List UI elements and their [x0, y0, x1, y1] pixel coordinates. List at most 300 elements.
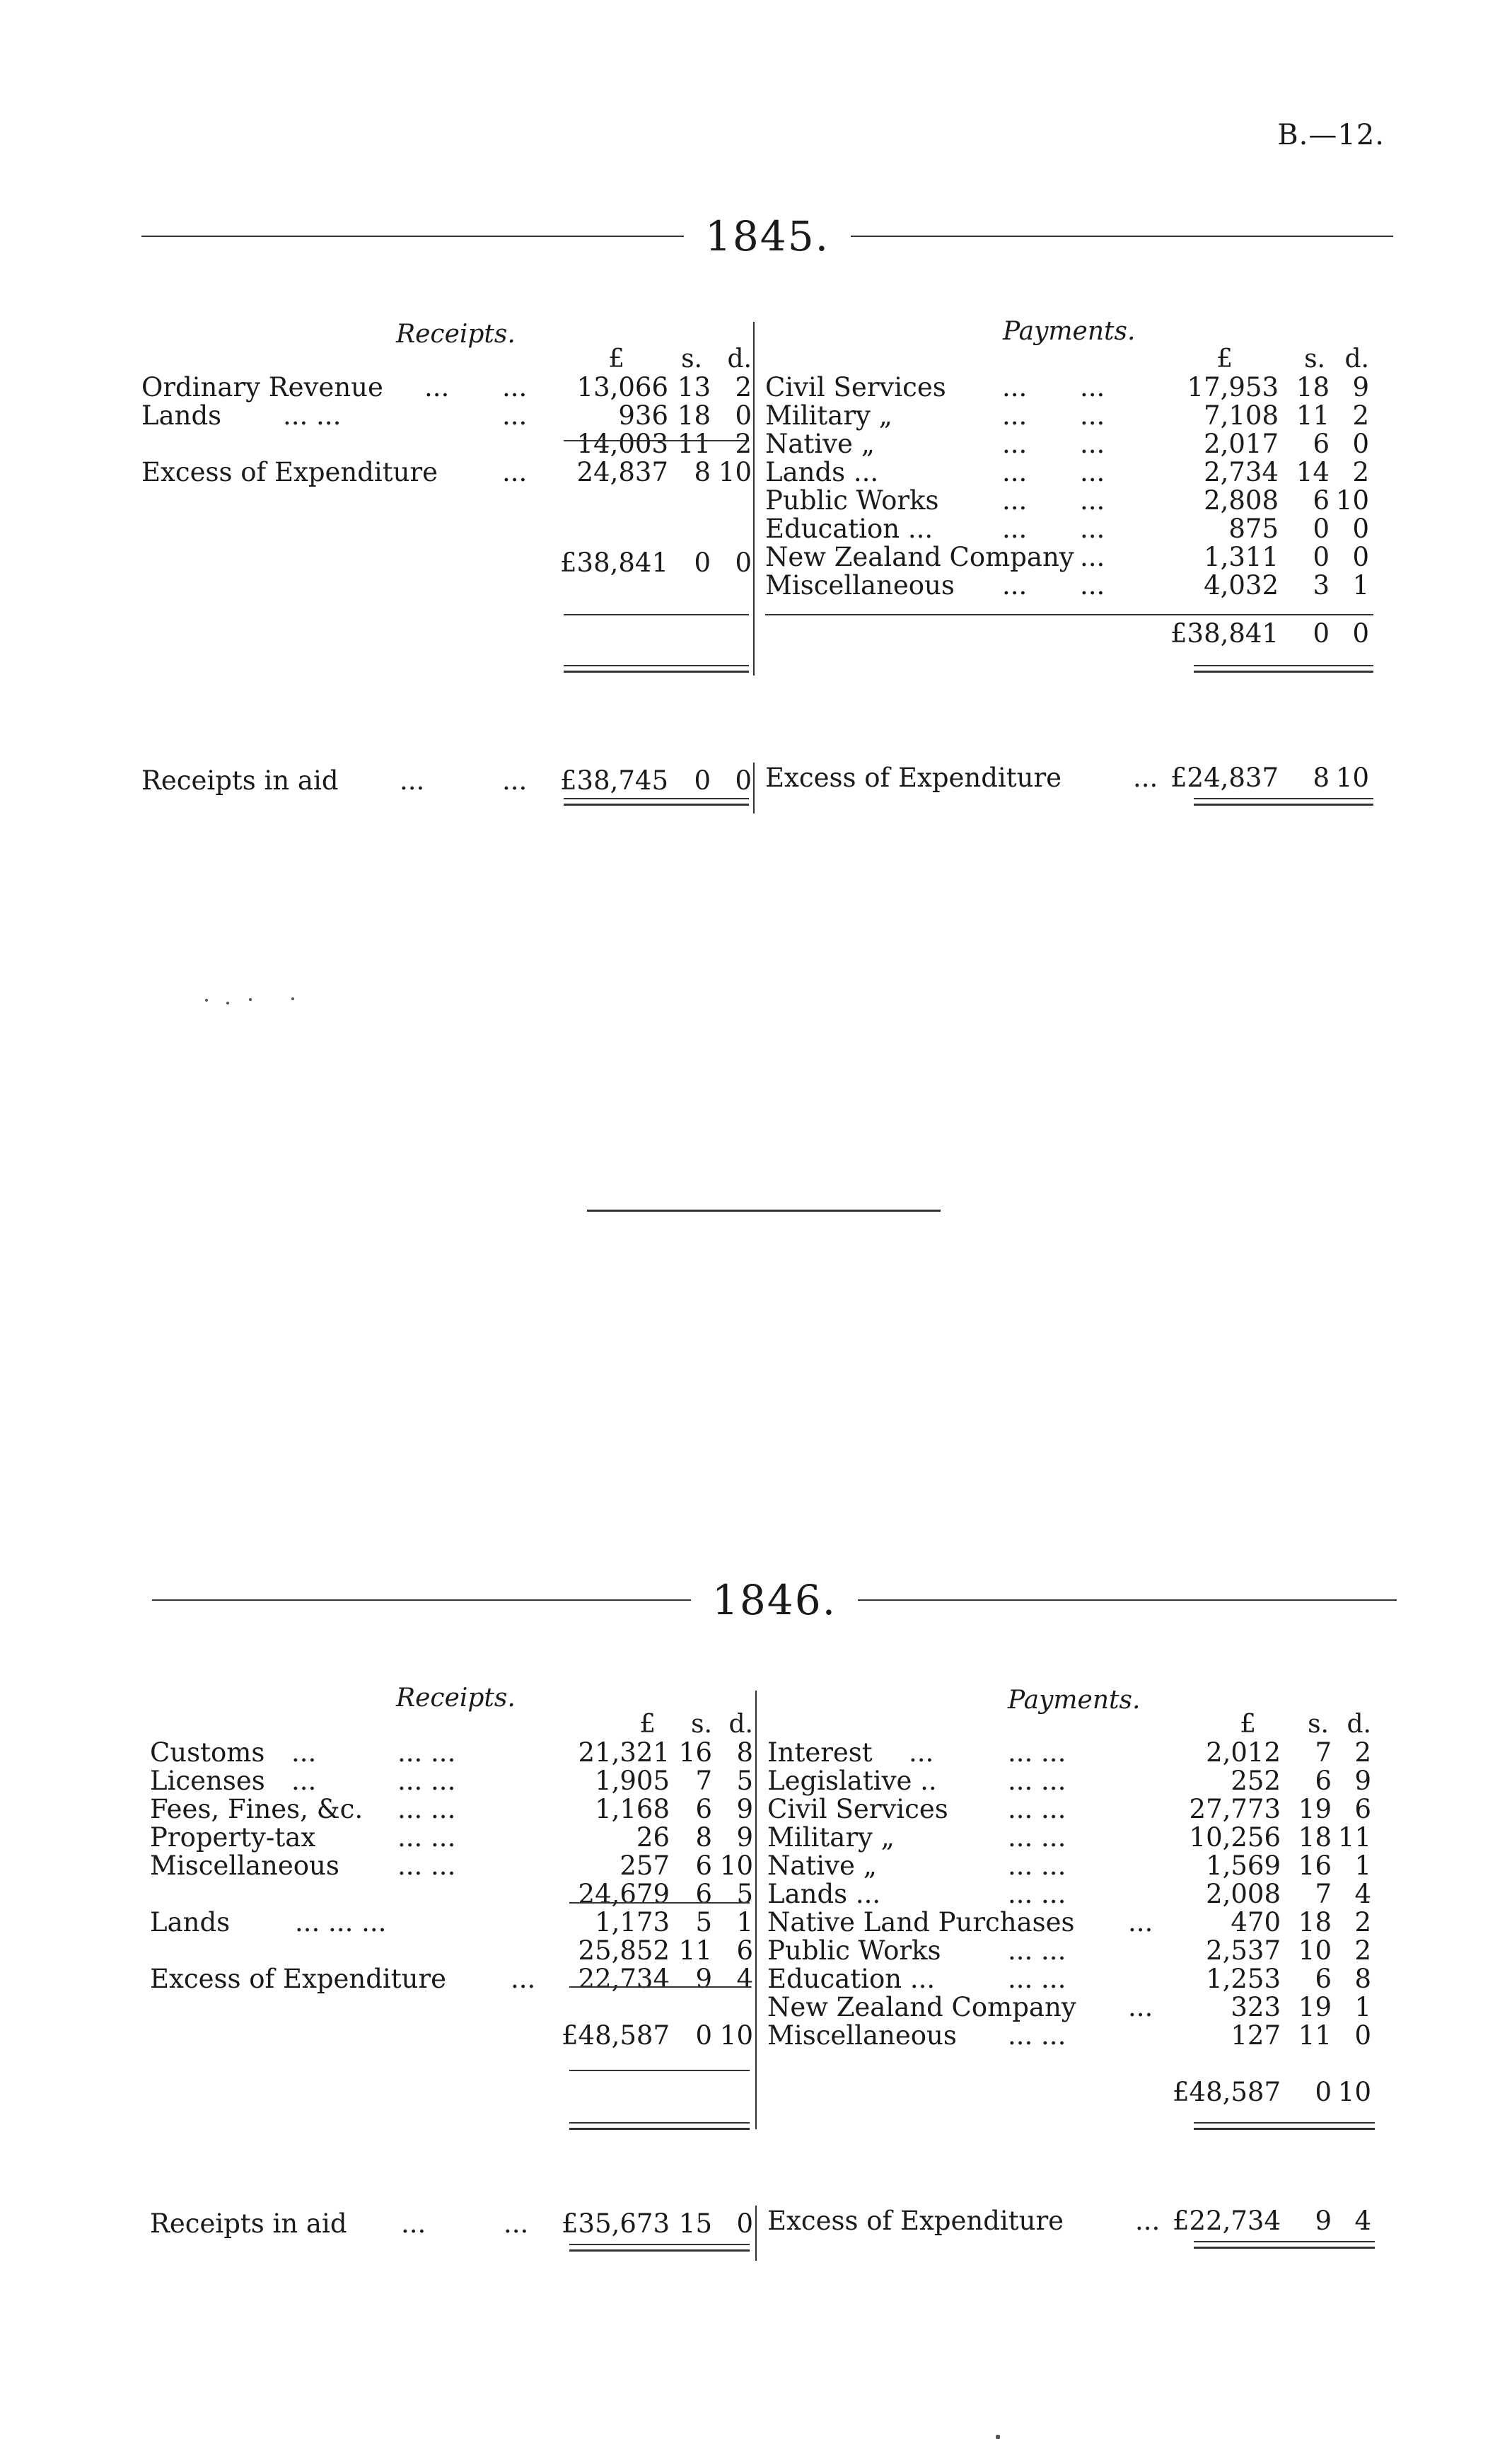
shillings-value: 19 — [1298, 1794, 1332, 1824]
leader-dots: ... — [502, 765, 528, 796]
pounds-value: 13,066 — [576, 372, 668, 402]
pence-value: 5 — [736, 1766, 753, 1796]
shillings-value: 7 — [1315, 1737, 1332, 1768]
pounds-value: 252 — [1231, 1766, 1281, 1796]
leader-dots: ... — [291, 1766, 317, 1796]
table-row — [765, 487, 1371, 515]
leader-dots: ... ... — [1008, 1964, 1066, 1994]
leader-dots: ... — [1080, 570, 1105, 601]
pounds-value: 1,173 — [595, 1907, 670, 1937]
row-label: Lands — [150, 1907, 231, 1937]
pounds-value: 22,734 — [578, 1964, 670, 1994]
row-label: Excess of Expenditure — [141, 457, 438, 487]
double-rule — [564, 665, 749, 673]
pounds-value: 26 — [636, 1822, 670, 1853]
shillings-value: 0 — [695, 2020, 712, 2051]
leader-dots: ... — [1135, 2206, 1161, 2236]
row-label: Miscellaneous — [767, 2020, 957, 2051]
print-speck — [291, 997, 294, 1000]
shillings-value: 11 — [1296, 400, 1330, 431]
pence-value: 0 — [1352, 618, 1369, 649]
excess-expenditure-1846 — [767, 2207, 1373, 2235]
pounds-value: 1,905 — [595, 1766, 670, 1796]
row-label: Military „ — [765, 400, 892, 431]
total-row — [141, 549, 753, 577]
pence-value: 2 — [1352, 400, 1369, 431]
leader-dots: ... — [1002, 400, 1028, 431]
row-label: Miscellaneous — [765, 570, 955, 601]
leader-dots: ... — [424, 372, 450, 402]
pounds-header: £ — [639, 1710, 656, 1739]
pence-value: 10 — [719, 1850, 753, 1881]
double-rule — [1194, 2122, 1375, 2130]
year-label: 1845. — [704, 212, 830, 260]
pence-header: d. — [1347, 1710, 1371, 1739]
table-row — [767, 1965, 1373, 1993]
pounds-value: 2,537 — [1206, 1935, 1281, 1966]
pence-value: 4 — [1354, 1879, 1371, 1909]
pence-value: 2 — [735, 429, 752, 459]
subtotal-rule — [569, 1902, 750, 1904]
receipts-heading: Receipts. — [396, 1684, 516, 1713]
pounds-value: 25,852 — [578, 1935, 670, 1966]
heading-rule-left — [141, 236, 684, 237]
total-row — [150, 2022, 755, 2050]
row-label: Excess of Expenditure — [765, 763, 1062, 793]
pounds-value: £24,837 — [1170, 763, 1279, 793]
leader-dots: ... ... — [397, 1794, 456, 1824]
pounds-header: £ — [1240, 1710, 1256, 1739]
double-rule — [1194, 798, 1373, 806]
pence-value: 6 — [736, 1935, 753, 1966]
pence-header: d. — [1344, 344, 1369, 373]
pounds-value: £22,734 — [1172, 2206, 1281, 2236]
row-label: Education ... — [765, 514, 934, 544]
payments-table-1846 — [767, 1710, 1373, 2107]
table-row — [141, 430, 753, 458]
shillings-value: 6 — [695, 1879, 712, 1909]
leader-dots: ... ... — [397, 1850, 456, 1881]
shillings-value: 14 — [1296, 457, 1330, 487]
leader-dots: ... — [1080, 429, 1105, 459]
shillings-value: 5 — [695, 1907, 712, 1937]
pence-value: 2 — [1354, 1935, 1371, 1966]
pence-value: 0 — [735, 400, 752, 431]
pounds-value: 323 — [1231, 1992, 1281, 2022]
shillings-value: 19 — [1298, 1992, 1332, 2022]
pounds-value: 24,837 — [576, 457, 668, 487]
pence-value: 5 — [736, 1879, 753, 1909]
pence-value: 0 — [735, 548, 752, 578]
pence-value: 0 — [735, 765, 752, 796]
total-row — [765, 620, 1371, 648]
pence-value: 1 — [1352, 570, 1369, 601]
shillings-value: 0 — [1315, 2077, 1332, 2107]
pounds-value: 2,012 — [1206, 1737, 1281, 1768]
shillings-value: 9 — [1315, 2206, 1332, 2236]
shillings-value: 8 — [695, 1822, 712, 1853]
leader-dots: ... — [1128, 1992, 1153, 2022]
row-label: Property-tax — [150, 1822, 316, 1853]
pence-value: 1 — [1354, 1992, 1371, 2022]
row-label: Customs — [150, 1737, 265, 1768]
double-rule — [569, 2244, 750, 2252]
table-row — [767, 1795, 1373, 1824]
shillings-value: 0 — [694, 765, 711, 796]
row-label: Lands ... — [765, 457, 879, 487]
column-divider — [753, 763, 755, 813]
table-row — [767, 1739, 1373, 1767]
print-speck — [205, 999, 208, 1002]
table-row — [150, 1767, 755, 1795]
table-row — [150, 1937, 755, 1965]
pounds-value: 7,108 — [1204, 400, 1279, 431]
table-row — [767, 1852, 1373, 1880]
payments-heading: Payments. — [1003, 317, 1136, 346]
shillings-value: 6 — [695, 1794, 712, 1824]
pence-value: 10 — [718, 457, 752, 487]
table-row — [150, 1795, 755, 1824]
currency-header — [765, 345, 1371, 373]
shillings-value: 18 — [1298, 1822, 1332, 1853]
shillings-value: 7 — [695, 1766, 712, 1796]
pence-value: 2 — [1354, 1907, 1371, 1937]
row-label: Native „ — [767, 1850, 877, 1881]
section-separator — [587, 1210, 941, 1212]
shillings-value: 0 — [1313, 618, 1330, 649]
shillings-value: 11 — [1298, 2020, 1332, 2051]
receipts-heading: Receipts. — [396, 320, 516, 349]
currency-header — [141, 345, 753, 373]
shillings-value: 8 — [694, 457, 711, 487]
pence-value: 0 — [1354, 2020, 1371, 2051]
shillings-value: 18 — [677, 400, 711, 431]
leader-dots: ... — [1128, 1907, 1153, 1937]
pounds-value: 2,008 — [1206, 1879, 1281, 1909]
heading-rule-right — [858, 1599, 1397, 1601]
excess-expenditure-1845 — [765, 764, 1371, 792]
print-speck — [249, 998, 252, 1001]
shillings-value: 18 — [1296, 372, 1330, 402]
shillings-value: 6 — [1313, 485, 1330, 516]
leader-dots: ... — [1002, 570, 1028, 601]
leader-dots: ... ... — [397, 1766, 456, 1796]
table-row — [765, 430, 1371, 458]
leader-dots: ... — [1080, 514, 1105, 544]
pence-value: 8 — [1354, 1964, 1371, 1994]
table-row — [765, 543, 1371, 572]
leader-dots: ... — [1080, 372, 1105, 402]
pence-value: 9 — [736, 1794, 753, 1824]
table-row — [141, 458, 753, 487]
row-label: Fees, Fines, &c. — [150, 1794, 364, 1824]
pence-value: 10 — [1335, 485, 1369, 516]
table-row — [150, 1852, 755, 1880]
table-row — [765, 764, 1371, 792]
subtotal-rule — [564, 440, 749, 441]
leader-dots: ... ... — [1008, 1737, 1066, 1768]
receipts-table-1846 — [150, 1710, 755, 2050]
leader-dots: ... — [401, 2208, 426, 2239]
pence-value: 6 — [1354, 1794, 1371, 1824]
row-label: Native „ — [765, 429, 875, 459]
pounds-value: 4,032 — [1204, 570, 1279, 601]
pence-value: 4 — [736, 1964, 753, 1994]
leader-dots: ... ... — [1008, 1879, 1066, 1909]
payments-heading: Payments. — [1008, 1686, 1141, 1715]
currency-header — [150, 1710, 755, 1739]
currency-header — [767, 1710, 1373, 1739]
table-row — [767, 1767, 1373, 1795]
table-row — [767, 1937, 1373, 1965]
pence-value: 8 — [736, 1737, 753, 1768]
shillings-value: 11 — [678, 1935, 712, 1966]
table-row — [767, 2207, 1373, 2235]
leader-dots: ... — [1133, 763, 1158, 793]
table-row — [767, 1880, 1373, 1908]
pounds-value: 1,311 — [1204, 542, 1279, 572]
pounds-value: 27,773 — [1189, 1794, 1281, 1824]
pence-value: 0 — [1352, 514, 1369, 544]
pence-value: 10 — [719, 2020, 753, 2051]
pounds-value: 1,253 — [1206, 1964, 1281, 1994]
pounds-value: £38,745 — [559, 765, 668, 796]
year-label: 1846. — [711, 1576, 837, 1624]
column-divider — [755, 2206, 757, 2261]
pounds-value: 470 — [1231, 1907, 1281, 1937]
shillings-value: 9 — [695, 1964, 712, 1994]
shillings-value: 0 — [1313, 514, 1330, 544]
double-rule — [1194, 2241, 1375, 2249]
pounds-value: 875 — [1228, 514, 1279, 544]
leader-dots: ... — [504, 2208, 529, 2239]
pounds-value: 2,017 — [1204, 429, 1279, 459]
row-label: Public Works — [767, 1935, 941, 1966]
pence-value: 9 — [736, 1822, 753, 1853]
leader-dots: ... ... — [283, 400, 342, 431]
receipts-in-aid-1845 — [141, 767, 753, 795]
pence-value: 11 — [1337, 1822, 1371, 1853]
pence-value: 4 — [1354, 2206, 1371, 2236]
pence-value: 2 — [1352, 457, 1369, 487]
shillings-value: 7 — [1315, 1879, 1332, 1909]
shillings-value: 11 — [677, 429, 711, 459]
leader-dots: ... — [1080, 485, 1105, 516]
pence-header: d. — [727, 344, 752, 373]
pounds-header: £ — [608, 344, 624, 373]
leader-dots: ... — [511, 1964, 536, 1994]
leader-dots: ... ... — [397, 1737, 456, 1768]
pence-value: 9 — [1352, 372, 1369, 402]
pounds-value: £48,587 — [1172, 2077, 1281, 2107]
pence-value: 10 — [1335, 763, 1369, 793]
total-row — [767, 2078, 1373, 2107]
shillings-value: 18 — [1298, 1907, 1332, 1937]
pounds-value: £48,587 — [561, 2020, 670, 2051]
year-heading-1845 — [141, 212, 1393, 260]
shillings-header: s. — [1304, 344, 1325, 373]
heading-rule-left — [152, 1599, 691, 1601]
shillings-value: 16 — [1298, 1850, 1332, 1881]
row-label: Receipts in aid — [150, 2208, 347, 2239]
table-row — [767, 1824, 1373, 1852]
pence-value: 1 — [1354, 1850, 1371, 1881]
pounds-header: £ — [1216, 344, 1233, 373]
print-speck — [226, 1002, 229, 1004]
leader-dots: ... — [1002, 429, 1028, 459]
leader-dots: ... — [1080, 542, 1105, 572]
row-label: Interest — [767, 1737, 873, 1768]
pence-value: 9 — [1354, 1766, 1371, 1796]
shillings-header: s. — [691, 1710, 712, 1739]
table-row — [141, 402, 753, 430]
leader-dots: ... — [1002, 485, 1028, 516]
pounds-value: 1,569 — [1206, 1850, 1281, 1881]
receipts-in-aid-1846 — [150, 2210, 755, 2238]
row-label: Ordinary Revenue — [141, 372, 383, 402]
table-row — [150, 1824, 755, 1852]
leader-dots: ... — [502, 400, 528, 431]
pounds-value: 21,321 — [578, 1737, 670, 1768]
shillings-value: 0 — [694, 548, 711, 578]
row-label: Lands — [141, 400, 222, 431]
pounds-value: £38,841 — [559, 548, 668, 578]
leader-dots: ... ... — [1008, 1822, 1066, 1853]
shillings-value: 8 — [1313, 763, 1330, 793]
pounds-value: 2,734 — [1204, 457, 1279, 487]
table-row — [150, 1880, 755, 1908]
pounds-value: 24,679 — [578, 1879, 670, 1909]
pounds-value: £38,841 — [1170, 618, 1279, 649]
shillings-value: 0 — [1313, 542, 1330, 572]
double-rule — [1194, 665, 1373, 673]
leader-dots: ... ... — [1008, 1794, 1066, 1824]
pounds-value: £35,673 — [561, 2208, 670, 2239]
shillings-value: 10 — [1298, 1935, 1332, 1966]
pence-value: 10 — [1337, 2077, 1371, 2107]
column-divider — [755, 1691, 757, 2129]
leader-dots: ... — [1080, 400, 1105, 431]
row-label: Excess of Expenditure — [767, 2206, 1064, 2236]
row-label: Receipts in aid — [141, 765, 339, 796]
shillings-value: 15 — [678, 2208, 712, 2239]
shillings-value: 6 — [1315, 1766, 1332, 1796]
leader-dots: ... — [1002, 514, 1028, 544]
pence-value: 0 — [736, 2208, 753, 2239]
total-rule — [569, 2070, 750, 2071]
table-row — [150, 1965, 755, 1993]
table-row — [765, 515, 1371, 543]
shillings-value: 6 — [1313, 429, 1330, 459]
pounds-value: 17,953 — [1187, 372, 1279, 402]
total-rule — [765, 614, 1373, 615]
row-label: New Zealand Company — [765, 542, 1074, 572]
row-label: Legislative .. — [767, 1766, 937, 1796]
table-row — [767, 1908, 1373, 1937]
shillings-value: 6 — [1315, 1964, 1332, 1994]
print-speck — [996, 2435, 1000, 2439]
table-row — [150, 2210, 755, 2238]
pence-value: 0 — [1352, 542, 1369, 572]
table-row — [765, 572, 1371, 600]
pence-header: d. — [728, 1710, 753, 1739]
row-label: Miscellaneous — [150, 1850, 339, 1881]
row-label: Civil Services — [765, 372, 946, 402]
leader-dots: ... — [400, 765, 425, 796]
pounds-value: 10,256 — [1189, 1822, 1281, 1853]
pounds-value: 936 — [618, 400, 668, 431]
row-label: Education ... — [767, 1964, 936, 1994]
leader-dots: ... ... — [1008, 1850, 1066, 1881]
leader-dots: ... ... — [1008, 1766, 1066, 1796]
shillings-value: 13 — [677, 372, 711, 402]
row-label: Excess of Expenditure — [150, 1964, 447, 1994]
pence-value: 1 — [736, 1907, 753, 1937]
table-row — [150, 1908, 755, 1937]
row-label: Public Works — [765, 485, 939, 516]
table-row — [765, 458, 1371, 487]
row-label: Lands ... — [767, 1879, 881, 1909]
shillings-header: s. — [681, 344, 702, 373]
table-row — [765, 402, 1371, 430]
double-rule — [564, 798, 749, 806]
row-label: Civil Services — [767, 1794, 948, 1824]
pence-value: 2 — [1354, 1737, 1371, 1768]
row-label: Native Land Purchases — [767, 1907, 1075, 1937]
table-row — [765, 373, 1371, 402]
leader-dots: ... ... — [397, 1822, 456, 1853]
pounds-value: 1,168 — [595, 1794, 670, 1824]
table-row — [767, 1993, 1373, 2022]
heading-rule-right — [851, 236, 1393, 237]
pounds-value: 257 — [620, 1850, 670, 1881]
double-rule — [569, 2122, 750, 2130]
leader-dots: ... — [502, 372, 528, 402]
row-label: New Zealand Company — [767, 1992, 1076, 2022]
payments-table-1845 — [765, 345, 1371, 648]
pounds-value: 2,808 — [1204, 485, 1279, 516]
year-heading-1846 — [152, 1576, 1397, 1624]
leader-dots: ... ... — [1008, 1935, 1066, 1966]
shillings-value: 3 — [1313, 570, 1330, 601]
column-divider — [753, 322, 755, 676]
row-label: Licenses — [150, 1766, 265, 1796]
table-row — [767, 2022, 1373, 2050]
shillings-value: 6 — [695, 1850, 712, 1881]
leader-dots: ... — [1080, 457, 1105, 487]
leader-dots: ... ... — [1008, 2020, 1066, 2051]
leader-dots: ... — [502, 457, 528, 487]
shillings-header: s. — [1308, 1710, 1329, 1739]
pence-value: 2 — [735, 372, 752, 402]
leader-dots: ... — [1002, 372, 1028, 402]
table-row — [141, 767, 753, 795]
leader-dots: ... — [1002, 457, 1028, 487]
receipts-table-1845 — [141, 345, 753, 577]
shillings-value: 16 — [678, 1737, 712, 1768]
pounds-value: 127 — [1231, 2020, 1281, 2051]
page-reference: B.—12. — [1277, 119, 1385, 151]
leader-dots: ... ... ... — [295, 1907, 387, 1937]
leader-dots: ... — [291, 1737, 317, 1768]
total-rule — [564, 614, 749, 615]
subtotal-rule — [569, 1986, 750, 1988]
table-row — [141, 373, 753, 402]
pounds-value: 14,003 — [576, 429, 668, 459]
pence-value: 0 — [1352, 429, 1369, 459]
leader-dots: ... — [909, 1737, 934, 1768]
row-label: Military „ — [767, 1822, 895, 1853]
